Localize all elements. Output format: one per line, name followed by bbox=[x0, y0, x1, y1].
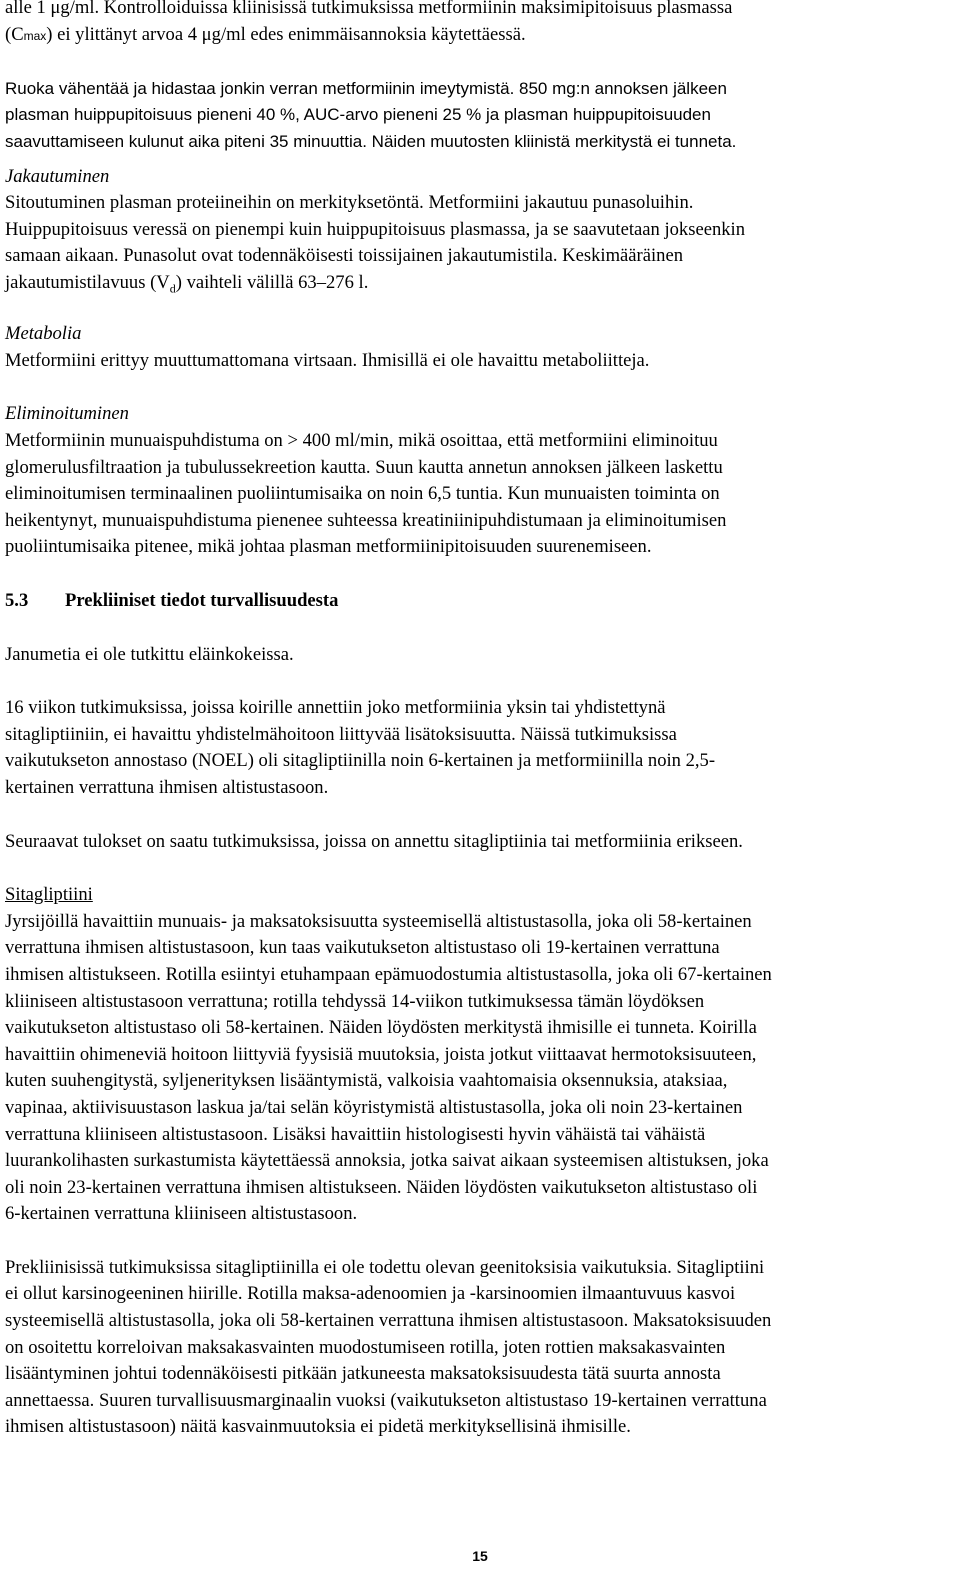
text-line: puoliintumisaika pitenee, mikä johtaa plasman metformiinipitoisuuden suurenemiseen. bbox=[5, 536, 652, 558]
text-line: glomerulusfiltraation ja tubulussekreetion kautta. Suun kautta annetun annoksen jälkeen laskettu bbox=[5, 456, 723, 478]
text-line: annettaessa. Suuren turvallisuusmarginaalin vuoksi (vaikutukseton altistustaso 19-kertainen verrattuna bbox=[5, 1389, 767, 1411]
text-line: vaikutukseton annostaso (NOEL) oli sitagliptiinilla noin 6-kertainen ja metformiinilla noin 2,5- bbox=[5, 750, 716, 772]
genotoxicity-paragraph bbox=[5, 1255, 955, 1441]
dogs-paragraph bbox=[5, 695, 955, 801]
text-line: Metformiinin munuaispuhdistuma on > 400 ml/min, mikä osoittaa, että metformiini eliminoituu bbox=[5, 430, 718, 452]
spacer bbox=[5, 49, 955, 76]
text-line: Prekliinisissä tutkimuksissa sitagliptiinilla ei ole todettu olevan geenitoksisia vaikutuksia. Sitagliptiini bbox=[5, 1256, 765, 1278]
text-line: saavuttamiseen kulunut aika piteni 35 minuuttia. Näiden muutosten kliinistä merkitystä ei tunneta. bbox=[5, 131, 737, 151]
text-line: kertainen verrattuna ihmisen altistustasoon. bbox=[5, 776, 329, 798]
text-line: systeemisellä altistustasolla, joka oli 58-kertainen verrattuna ihmisen altistustasoon. Maksatoksisuuden bbox=[5, 1310, 772, 1332]
document-page bbox=[5, 0, 955, 1564]
text-line: Jyrsijöillä havaittiin munuais- ja maksatoksisuutta systeemisellä altistustasolla, joka oli 58-kertainen bbox=[5, 910, 752, 932]
text-line: sitagliptiiniin, ei havaittu yhdistelmähoitoon liittyvää lisätoksisuutta. Näissä tutkimuksissa bbox=[5, 723, 677, 745]
text-line: verrattuna ihmisen altistustasoon, kun taas vaikutukseton altistustaso oli 19-kertainen verrattuna bbox=[5, 937, 720, 959]
section-heading-5-3 bbox=[5, 588, 955, 615]
text-line: havaittiin ohimeneviä hoitoon liittyviä fyysisiä muutoksia, joista jotkut viittaavat hermotoksisuuteen, bbox=[5, 1043, 757, 1065]
text-fragment: ) vaihteli välillä 63–276 l. bbox=[175, 271, 369, 293]
cmax-subscript: max bbox=[23, 28, 47, 43]
following-paragraph: Seuraavat tulokset on saatu tutkimuksissa, joissa on annettu sitagliptiinia tai metformiinia erikseen. bbox=[5, 830, 743, 852]
food-paragraph bbox=[5, 76, 955, 156]
text-line: ei ollut karsinogeeninen hiirille. Rotilla maksa-adenoomien ja -karsinoomien ilmaantuvuus kasvoi bbox=[5, 1283, 736, 1305]
text-line: Sitoutuminen plasman proteiineihin on merkityksetöntä. Metformiini jakautuu punasoluihin. bbox=[5, 192, 694, 214]
text-line: luurankolihasten surkastumista käytettäessä annoksia, jotka saivat aikaan systeemisen altistuksen, joka bbox=[5, 1150, 769, 1172]
elimination-heading: Eliminoituminen bbox=[5, 403, 129, 425]
vd-subscript: d bbox=[169, 281, 176, 296]
text-line: Huippupitoisuus veressä on pienempi kuin huippupitoisuus plasmassa, ja se saavutetaan jokseenkin bbox=[5, 218, 746, 240]
text-line: verrattuna kliiniseen altistustasoon. Lisäksi havaittiin histologisesti hyvin vähäistä tai vähäistä bbox=[5, 1123, 706, 1145]
text-line: vapinaa, aktiivisuustason laskua ja/tai selän köyristymistä altistustasolla, joka oli noin 23-kertainen bbox=[5, 1096, 743, 1118]
sitagliptin-paragraph bbox=[5, 909, 955, 1228]
text-line: eliminoitumisen terminaalinen puoliintumisaika on noin 6,5 tuntia. Kun munuaisten toiminta on bbox=[5, 483, 720, 505]
page-number: 15 bbox=[472, 1548, 488, 1564]
text-fragment: (C bbox=[5, 23, 24, 45]
elimination-paragraph bbox=[5, 428, 955, 561]
text-line: ihmisen altistustasoon) näitä kasvainmuutoksia ei pidetä merkityksellisinä ihmisille. bbox=[5, 1416, 631, 1438]
text-line: ihmisen altistukseen. Rotilla esiintyi etuhampaan epämuodostumia altistustasolla, joka oli 67-kertainen bbox=[5, 963, 772, 985]
text-line: 6-kertainen verrattuna kliiniseen altistustasoon. bbox=[5, 1203, 358, 1225]
text-line: alle 1 μg/ml. Kontrolloiduissa kliinisissä tutkimuksissa metformiinin maksimipitoisuus plasmassa bbox=[5, 0, 733, 18]
text-line: plasman huippupitoisuus pieneni 40 %, AUC-arvo pieneni 25 % ja plasman huippupitoisuuden bbox=[5, 105, 711, 125]
distribution-heading: Jakautuminen bbox=[5, 165, 110, 187]
janumet-paragraph: Janumetia ei ole tutkittu eläinkokeissa. bbox=[5, 643, 294, 665]
sitagliptin-heading: Sitagliptiini bbox=[5, 884, 93, 906]
text-line: kliiniseen altistustasoon verrattuna; rotilla tehdyssä 14-viikon tutkimuksessa tämän löydöksen bbox=[5, 990, 705, 1012]
text-line: 16 viikon tutkimuksissa, joissa koirille annettiin joko metformiinia yksin tai yhdistettynä bbox=[5, 697, 666, 719]
text-line: heikentynyt, munuaispuhdistuma pienenee suhteessa kreatiniinipuhdistumaan ja eliminoitumisen bbox=[5, 509, 727, 531]
text-fragment: ) ei ylittänyt arvoa 4 μg/ml edes enimmäisannoksia käytettäessä. bbox=[46, 23, 526, 45]
section-number: 5.3 bbox=[5, 590, 29, 611]
text-line: samaan aikaan. Punasolut ovat todennäköisesti toissijainen jakautumistila. Keskimääräinen bbox=[5, 245, 683, 267]
pk-text bbox=[5, 0, 955, 49]
text-line: Ruoka vähentää ja hidastaa jonkin verran metformiinin imeytymistä. 850 mg:n annoksen jälkeen bbox=[5, 78, 727, 98]
text-line: on osoitettu korreloivan maksakasvainten muodostumiseen rotilla, joten rottien maksakasvainten bbox=[5, 1336, 726, 1358]
distribution-paragraph bbox=[5, 190, 955, 302]
metabolism-paragraph: Metformiini erittyy muuttumattomana virtsaan. Ihmisillä ei ole havaittu metaboliitteja. bbox=[5, 349, 650, 371]
text-line: lisääntyminen johtui todennäköisesti pitkään jatkuneesta maksatoksisuudesta tätä suurta annosta bbox=[5, 1363, 721, 1385]
metabolism-heading: Metabolia bbox=[5, 323, 82, 345]
text-line: kuten suuhengitystä, syljenerityksen lisääntymistä, valkoisia vaahtomaisia oksennuksia, ataksiaa, bbox=[5, 1070, 728, 1092]
text-line: oli noin 23-kertainen verrattuna ihmisen altistukseen. Näiden löydösten vaikutukseton altistustaso oli bbox=[5, 1176, 758, 1198]
text-fragment: jakautumistilavuus (V bbox=[5, 271, 170, 293]
text-line: vaikutukseton altistustaso oli 58-kertainen. Näiden löydösten merkitystä ihmisille ei tunneta. Koirilla bbox=[5, 1017, 757, 1039]
section-title: Prekliiniset tiedot turvallisuudesta bbox=[65, 590, 339, 611]
